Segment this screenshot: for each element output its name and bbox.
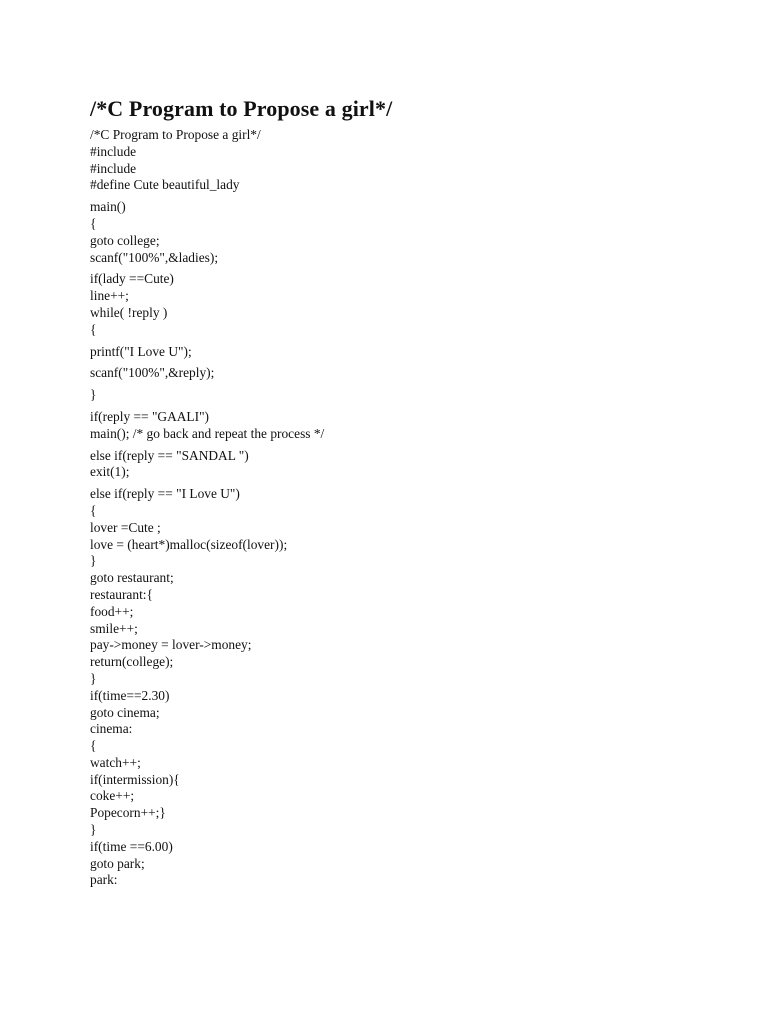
code-line: } bbox=[90, 387, 97, 403]
code-line: #define Cute beautiful_lady bbox=[90, 177, 240, 193]
document-title: /*C Program to Propose a girl*/ bbox=[90, 96, 393, 121]
code-line: #include bbox=[90, 143, 137, 159]
code-line: if(lady ==Cute) bbox=[90, 271, 174, 287]
code-line: if(intermission){ bbox=[90, 771, 180, 787]
code-line: { bbox=[90, 502, 97, 518]
code-line: pay->money = lover->money; bbox=[90, 637, 252, 653]
code-line: if(time ==6.00) bbox=[90, 838, 173, 854]
code-line: goto park; bbox=[90, 855, 145, 871]
code-line: coke++; bbox=[90, 788, 135, 804]
code-line: goto cinema; bbox=[90, 704, 160, 720]
code-line: park: bbox=[90, 872, 118, 888]
code-line: goto college; bbox=[90, 232, 160, 248]
code-line: Popecorn++;} bbox=[90, 805, 166, 821]
code-line: { bbox=[90, 738, 97, 754]
code-line: /*C Program to Propose a girl*/ bbox=[90, 127, 261, 142]
code-line: if(reply == "GAALI") bbox=[90, 408, 209, 424]
code-line: goto restaurant; bbox=[90, 570, 174, 586]
code-line: main() bbox=[90, 199, 126, 215]
code-line: watch++; bbox=[90, 754, 141, 770]
code-line: else if(reply == "SANDAL ") bbox=[90, 447, 249, 463]
code-line: cinema: bbox=[90, 721, 133, 737]
code-line: { bbox=[90, 215, 97, 231]
code-listing bbox=[90, 127, 690, 889]
code-line: main(); /* go back and repeat the process */ bbox=[90, 425, 325, 441]
code-line: line++; bbox=[90, 288, 129, 304]
code-line: lover =Cute ; bbox=[90, 519, 161, 535]
code-line: smile++; bbox=[90, 620, 138, 636]
code-line: { bbox=[90, 321, 97, 337]
code-line: if(time==2.30) bbox=[90, 687, 170, 703]
code-line: exit(1); bbox=[90, 464, 130, 480]
code-line: else if(reply == "I Love U") bbox=[90, 486, 240, 502]
code-line: #include bbox=[90, 160, 137, 176]
code-line: scanf("100%",&reply); bbox=[90, 365, 215, 381]
code-line: printf("I Love U"); bbox=[90, 343, 192, 359]
code-line: scanf("100%",&ladies); bbox=[90, 249, 219, 265]
code-line: restaurant:{ bbox=[90, 586, 153, 602]
code-line: food++; bbox=[90, 603, 134, 619]
code-line: while( !reply ) bbox=[90, 304, 168, 320]
code-line: love = (heart*)malloc(sizeof(lover)); bbox=[90, 536, 288, 552]
code-line: } bbox=[90, 822, 97, 838]
code-line: } bbox=[90, 670, 97, 686]
code-line: return(college); bbox=[90, 654, 174, 670]
code-line: } bbox=[90, 553, 97, 569]
